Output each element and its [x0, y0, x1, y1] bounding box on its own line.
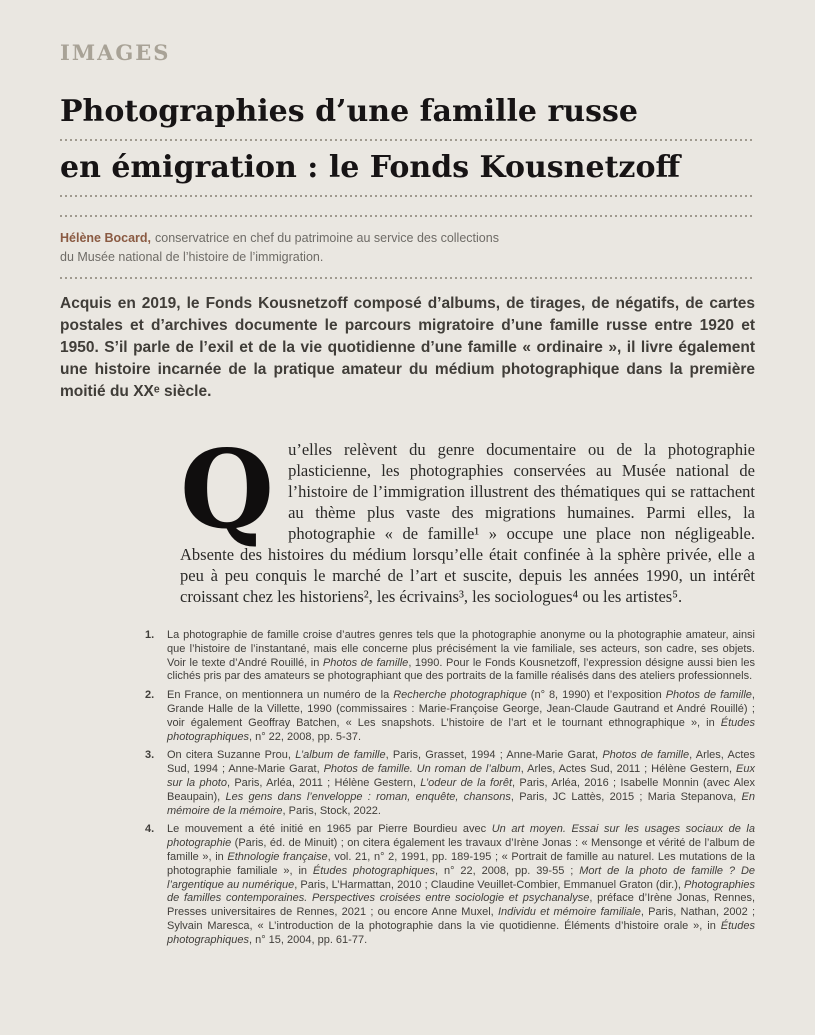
footnotes: [145, 629, 755, 948]
footnote: [145, 689, 755, 744]
footnote-number: 2.: [145, 689, 155, 702]
title-underline-2: [60, 195, 755, 197]
abstract-paragraph: Acquis en 2019, le Fonds Kousnetzoff composé d’albums, de tirages, de négatifs, de cartes postales et d’archives documente le parcours migratoire d’une famille russe entre 1920 et 1950. S’il parle de l’exil et de la vie quotidienne d’une famille « ordinaire », il livre également une histoire incarnée de la pratique amateur du médium photographique dans la première moitié du XXᵉ siècle.: [60, 295, 755, 400]
title-underline-1: [60, 139, 755, 141]
footnote-text: La photographie de famille croise d’autres genres tels que la photographie anonyme ou la photographie amateur, ainsi que l’histoire de l’instantané, mais elle concerne plus précisément la vie familiale, ses acteurs, son cadre, ses objets. Voir le texte d’André Rouillé, in Photos de famille, 1990. Pour le Fonds Kousnetzoff, l’expression désigne aussi bien les clichés pris par des amateurs se photographiant que des portraits de la famille réalisés dans des ateliers professionnels.: [167, 629, 755, 683]
body-paragraph: u’elles relèvent du genre documentaire ou de la photographie plasticienne, les photographies conservées au Musée national de l’histoire de l’immigration illustrent des thématiques qui se rattachent au thème plus vaste des migrations humaines. Parmi elles, la photographie « de famille¹ » occupe une place non négligeable. Absente des histoires du médium lorsqu’elle était confinée à la sphère privée, elle a peu à peu conquis le marché de l’art et suscite, depuis les années 1990, un intérêt croissant chez les historiens², les écrivains³, les sociologues⁴ ou les artistes⁵.: [180, 440, 755, 606]
footnote-number: 4.: [145, 823, 155, 836]
title-line-1: Photographies d’une famille russe: [60, 94, 638, 129]
footnote-text: Le mouvement a été initié en 1965 par Pierre Bourdieu avec Un art moyen. Essai sur les usages sociaux de la photographie (Paris, éd. de Minuit) ; on citera également les travaux d’Irène Jonas : « Mensonge et vérité de l’album de famille », in Ethnologie française, vol. 21, n° 2, 1991, pp. 189-195 ; « Portrait de famille au naturel. Les mutations de la photographie familiale », in Études photographiques, n° 22, 2008, pp. 39-55 ; Mort de la photo de famille ? De l’argentique au numérique, Paris, L’Harmattan, 2010 ; Claudine Veuillet-Combier, Emmanuel Graton (dir.), Photographies de familles contemporaines. Perspectives croisées entre sociologie et psychanalyse, préface d’Irène Jonas, Rennes, Presses universitaires de Rennes, 2021 ; ou encore Anne Muxel, Individu et mémoire familiale, Paris, Nathan, 2002 ; Sylvain Maresca, « L’introduction de la photographie dans la vie quotidienne. Éléments d’histoire orale », in Études photographiques, n° 15, 2004, pp. 61-77.: [167, 823, 756, 946]
body-text-block: [180, 427, 755, 607]
author-affiliation: du Musée national de l’histoire de l’immigration.: [60, 250, 324, 264]
article-title: [60, 93, 755, 197]
dotted-rule-below-author: [60, 277, 755, 279]
dotted-rule-above-author: [60, 215, 755, 217]
author-role: conservatrice en chef du patrimoine au service des collections: [155, 231, 499, 245]
author-block: [60, 229, 755, 267]
title-line-2: en émigration : le Fonds Kousnetzoff: [60, 150, 681, 185]
footnote: [145, 629, 755, 684]
section-kicker: IMAGES: [60, 40, 171, 65]
dropcap-letter: Q: [180, 427, 275, 553]
footnote-number: 1.: [145, 629, 155, 641]
footnote-text: On citera Suzanne Prou, L’album de famille, Paris, Grasset, 1994 ; Anne-Marie Garat, Photos de famille, Arles, Actes Sud, 1994 ; Anne-Marie Garat, Photos de famille. Un roman de l’album, Arles, Actes Sud, 2011 ; Hélène Gestern, Eux sur la photo, Paris, Arléa, 2011 ; Hélène Gestern, L’odeur de la forêt, Paris, Arléa, 2016 ; Isabelle Monnin (avec Alex Beaupain), Les gens dans l’enveloppe : roman, enquête, chansons, Paris, JC Lattès, 2015 ; Maria Stepanova, En mémoire de la mémoire, Paris, Stock, 2022.: [167, 749, 755, 817]
author-name: Hélène Bocard,: [60, 231, 152, 245]
footnote: [145, 823, 755, 947]
footnote: [145, 749, 755, 818]
footnote-text: En France, on mentionnera un numéro de la Recherche photographique (n° 8, 1990) et l’exposition Photos de famille, Grande Halle de la Villette, 1990 (commissaires : Marie-Françoise George, Jean-Claude Gautrand et André Rouillé) ; voir également Geoffray Batchen, « Les snapshots. L’histoire de l’art et le tournant ethnographique », in Études photographiques, n° 22, 2008, pp. 5-37.: [167, 689, 755, 743]
footnote-number: 3.: [145, 749, 155, 762]
